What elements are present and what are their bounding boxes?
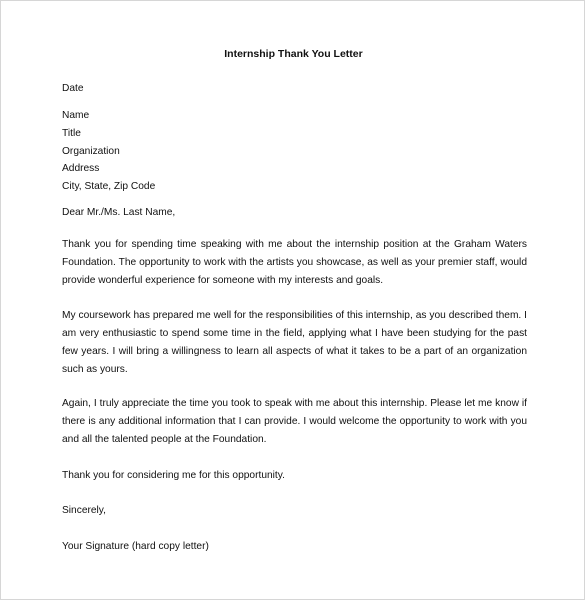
- recipient-city-state-zip: City, State, Zip Code: [62, 181, 156, 192]
- recipient-organization: Organization: [62, 146, 120, 157]
- date-line: Date: [62, 83, 84, 94]
- sign-off: Sincerely,: [62, 505, 106, 516]
- signature-line: Your Signature (hard copy letter): [62, 541, 209, 552]
- recipient-name: Name: [62, 110, 90, 121]
- recipient-address: Address: [62, 163, 100, 174]
- salutation: Dear Mr./Ms. Last Name,: [62, 207, 176, 218]
- closing-line: Thank you for considering me for this opportunity.: [62, 470, 285, 481]
- paragraph-3: Again, I truly appreciate the time you took to speak with me about this internship. Please let me know if there is any additional information that I can provide. I would welcome the opportunity to work with you and all the talented people at the Foundation.: [62, 398, 527, 445]
- paragraph-2: My coursework has prepared me well for the responsibilities of this internship, as you described them. I am very enthusiastic to spend some time in the field, applying what I have been studying for the past few years. I will bring a willingness to learn all aspects of what it takes to be a part of an organization such as yours.: [62, 310, 527, 375]
- paragraph-1: Thank you for spending time speaking with me about the internship position at the Graham Waters Foundation. The opportunity to work with the artists you showcase, as well as your premier staff, would provide wonderful experience for someone with my interests and goals.: [62, 239, 527, 286]
- letter-title: Internship Thank You Letter: [224, 48, 363, 60]
- recipient-title: Title: [62, 128, 81, 139]
